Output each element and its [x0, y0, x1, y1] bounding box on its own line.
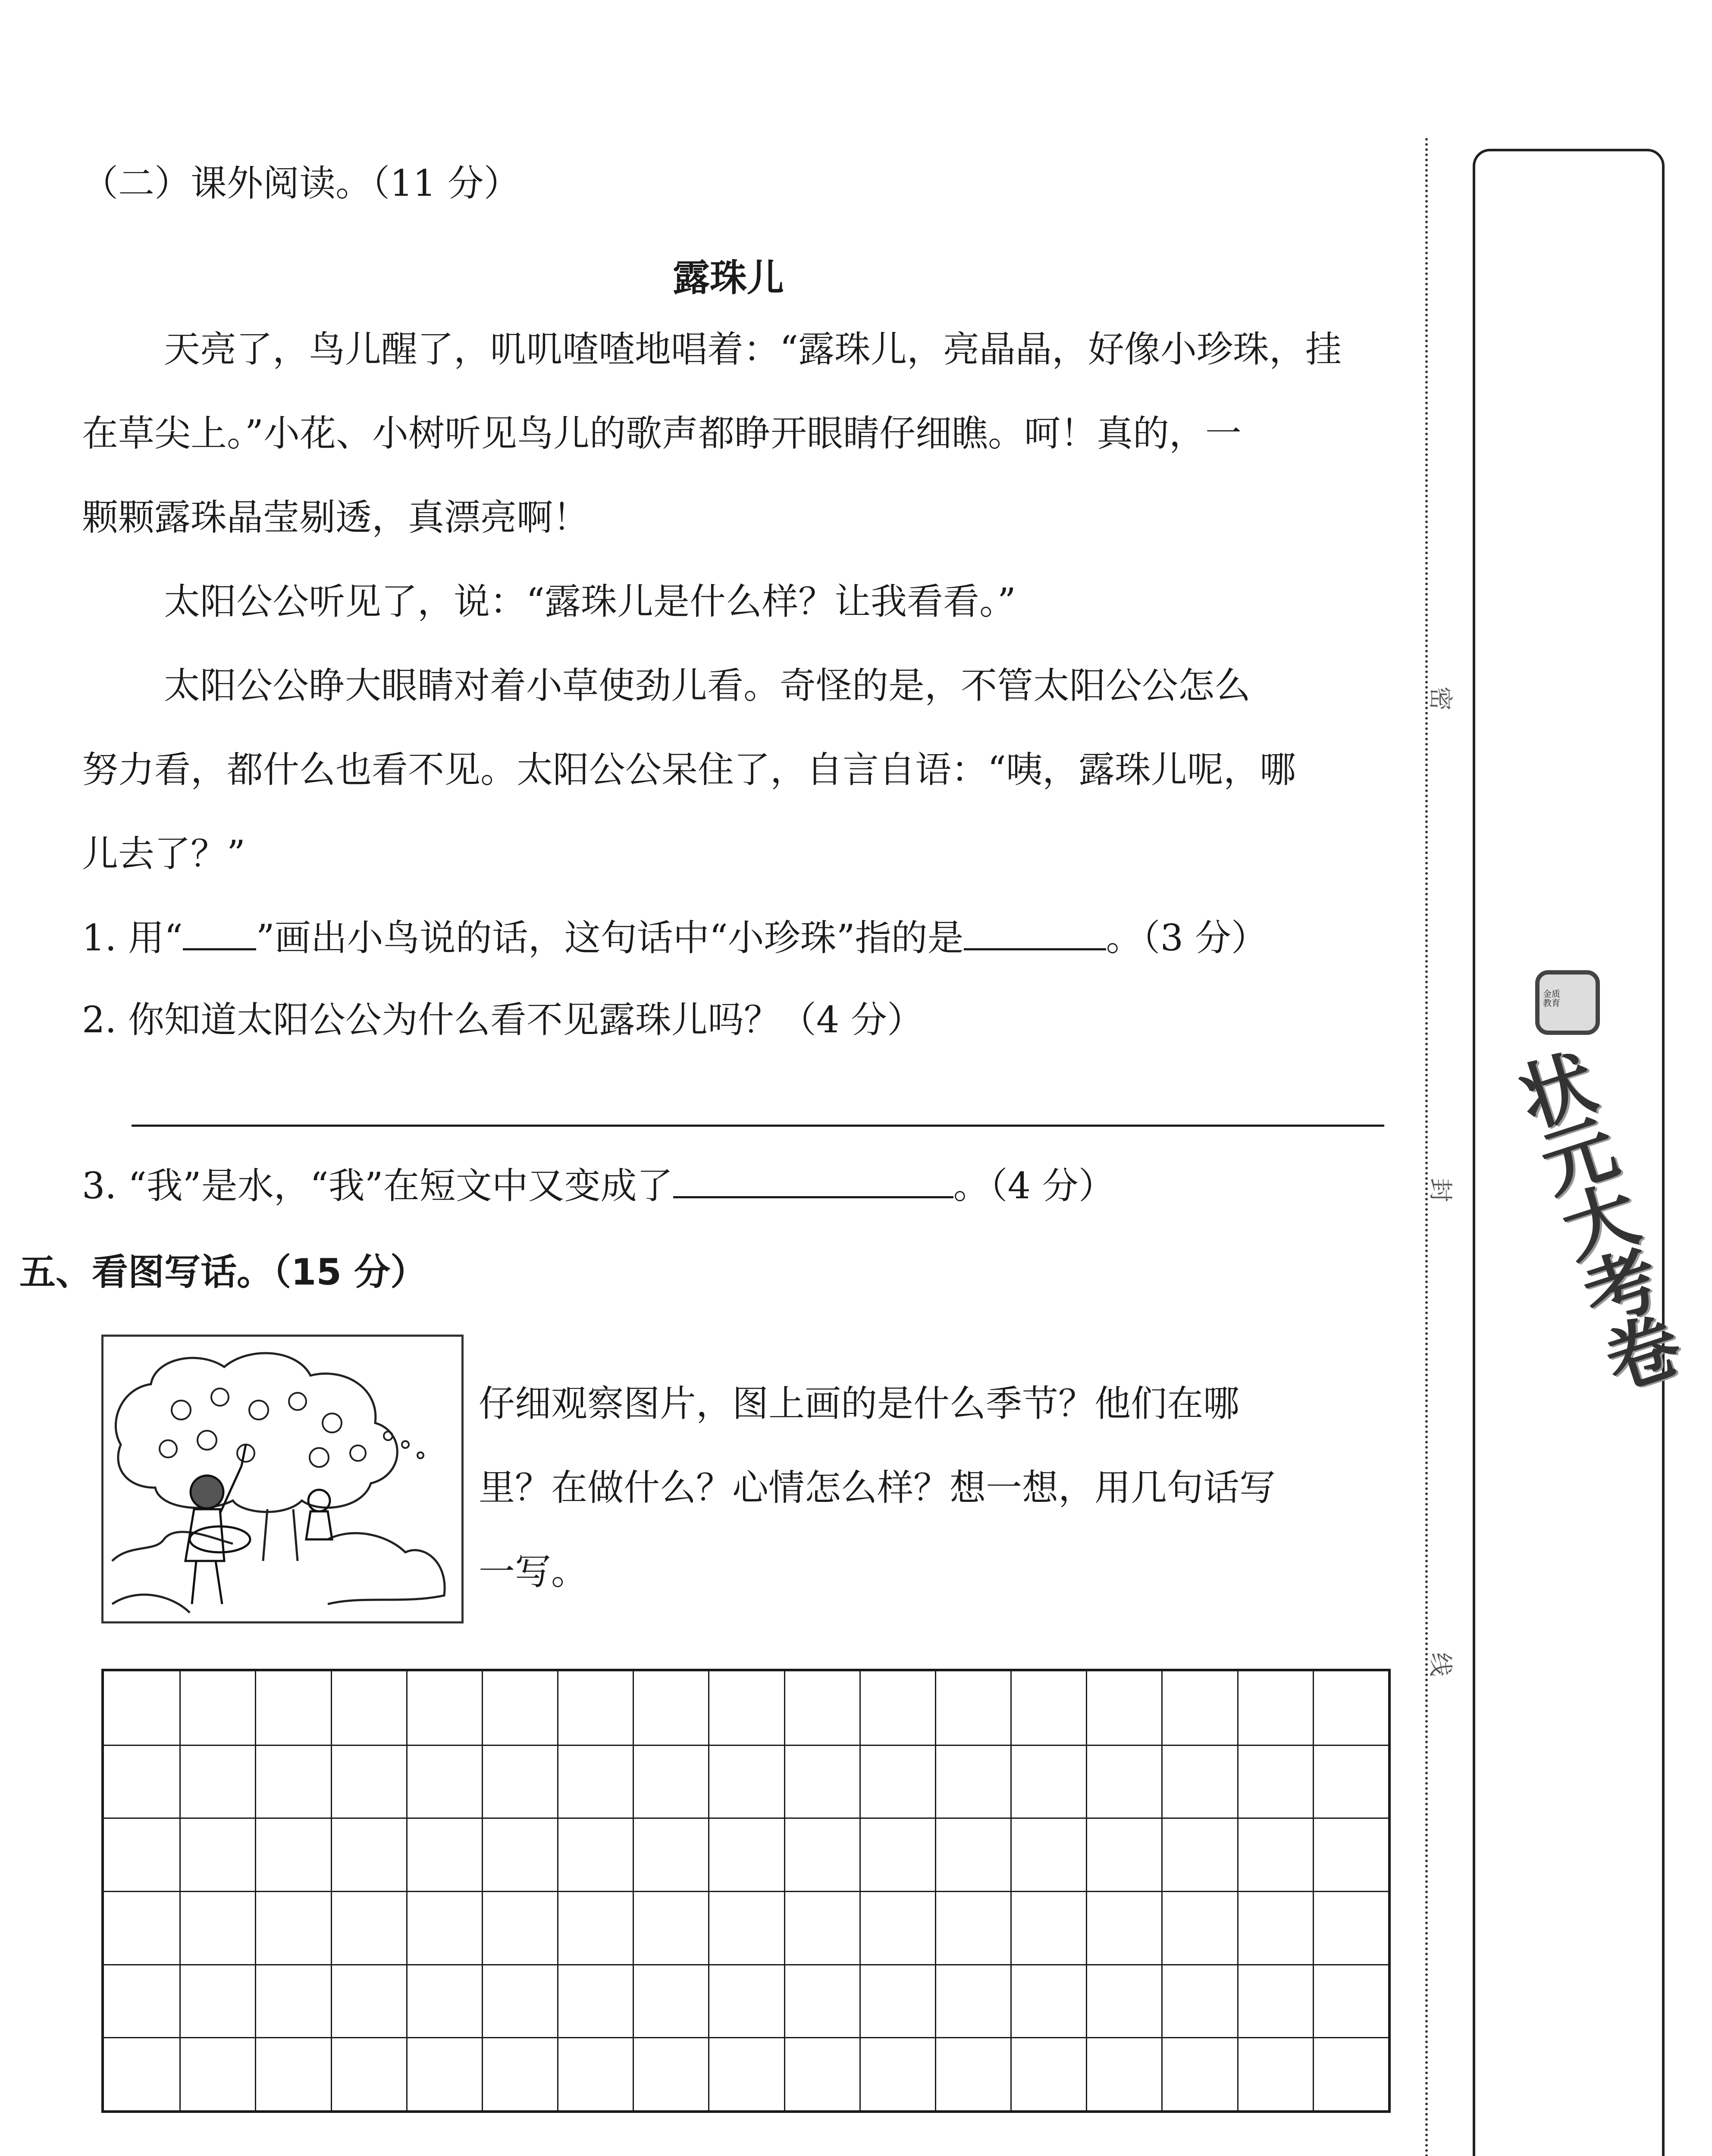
grid-row-line: [104, 2037, 1388, 2038]
grid-row-line: [104, 1964, 1388, 1965]
question-3: [82, 1164, 1115, 1208]
seal-mark-feng: 封: [1426, 1178, 1454, 1202]
question-1-part-c: 。（3 分）: [1106, 917, 1267, 959]
passage-line: 在草尖上。”小花、小树听见鸟儿的歌声都睁开眼睛仔细瞧。呵！真的，一: [82, 412, 1242, 454]
grid-row-line: [104, 1818, 1388, 1819]
question-2-answer-line[interactable]: [132, 1125, 1384, 1127]
passage-line: 太阳公公睁大眼睛对着小草使劲儿看。奇怪的是，不管太阳公公怎么: [164, 664, 1251, 707]
writing-prompt-line: 里？在做什么？心情怎么样？想一想，用几句话写: [479, 1467, 1276, 1509]
question-1-underline-sample[interactable]: [183, 918, 256, 950]
passage-line: 努力看，都什么也看不见。太阳公公呆住了，自言自语：“咦，露珠儿呢，哪: [82, 749, 1296, 791]
writing-grid[interactable]: [101, 1669, 1391, 2113]
question-2: 2. 你知道太阳公公为什么看不见露珠儿吗？（4 分）: [82, 999, 923, 1041]
seal-mark-mi: 密: [1426, 686, 1454, 711]
brand-badge-text: 金质教育: [1543, 989, 1560, 1008]
question-3-part-b: 。（4 分）: [953, 1165, 1115, 1207]
binding-dotted-line: [1425, 138, 1428, 2156]
brand-name: 状元大考卷: [1499, 1043, 1687, 1398]
grid-row-line: [104, 1745, 1388, 1746]
writing-prompt-line: 一写。: [479, 1551, 588, 1593]
question-1-answer-blank[interactable]: [964, 918, 1106, 950]
grid-row-line: [104, 1891, 1388, 1892]
question-1: [82, 916, 1267, 960]
fruit-tree-drawing: [103, 1337, 461, 1621]
illustration-picking-fruit: [101, 1335, 464, 1623]
question-1-part-a: 1. 用“: [82, 917, 183, 959]
question-3-answer-blank[interactable]: [673, 1166, 953, 1198]
passage-line: 颗颗露珠晶莹剔透，真漂亮啊！: [82, 496, 589, 539]
question-1-part-b: ”画出小鸟说的话，这句话中“小珍珠”指的是: [256, 917, 964, 959]
brand-badge-icon: [1535, 970, 1600, 1035]
reading-section-heading: （二）课外阅读。（11 分）: [82, 162, 520, 204]
passage-line: 太阳公公听见了，说：“露珠儿是什么样？让我看看。”: [164, 580, 1016, 623]
writing-section-heading: 五、看图写话。（15 分）: [19, 1251, 427, 1293]
question-3-part-a: 3. “我”是水，“我”在短文中又变成了: [82, 1165, 673, 1207]
passage-title: 露珠儿: [673, 257, 784, 300]
brand-logo: [1499, 970, 1687, 1445]
passage-line: 天亮了，鸟儿醒了，叽叽喳喳地唱着：“露珠儿，亮晶晶，好像小珍珠，挂: [164, 328, 1342, 370]
seal-mark-xian: 线: [1426, 1652, 1454, 1677]
passage-line: 儿去了？”: [82, 833, 245, 875]
writing-prompt-line: 仔细观察图片，图上画的是什么季节？他们在哪: [479, 1382, 1240, 1425]
